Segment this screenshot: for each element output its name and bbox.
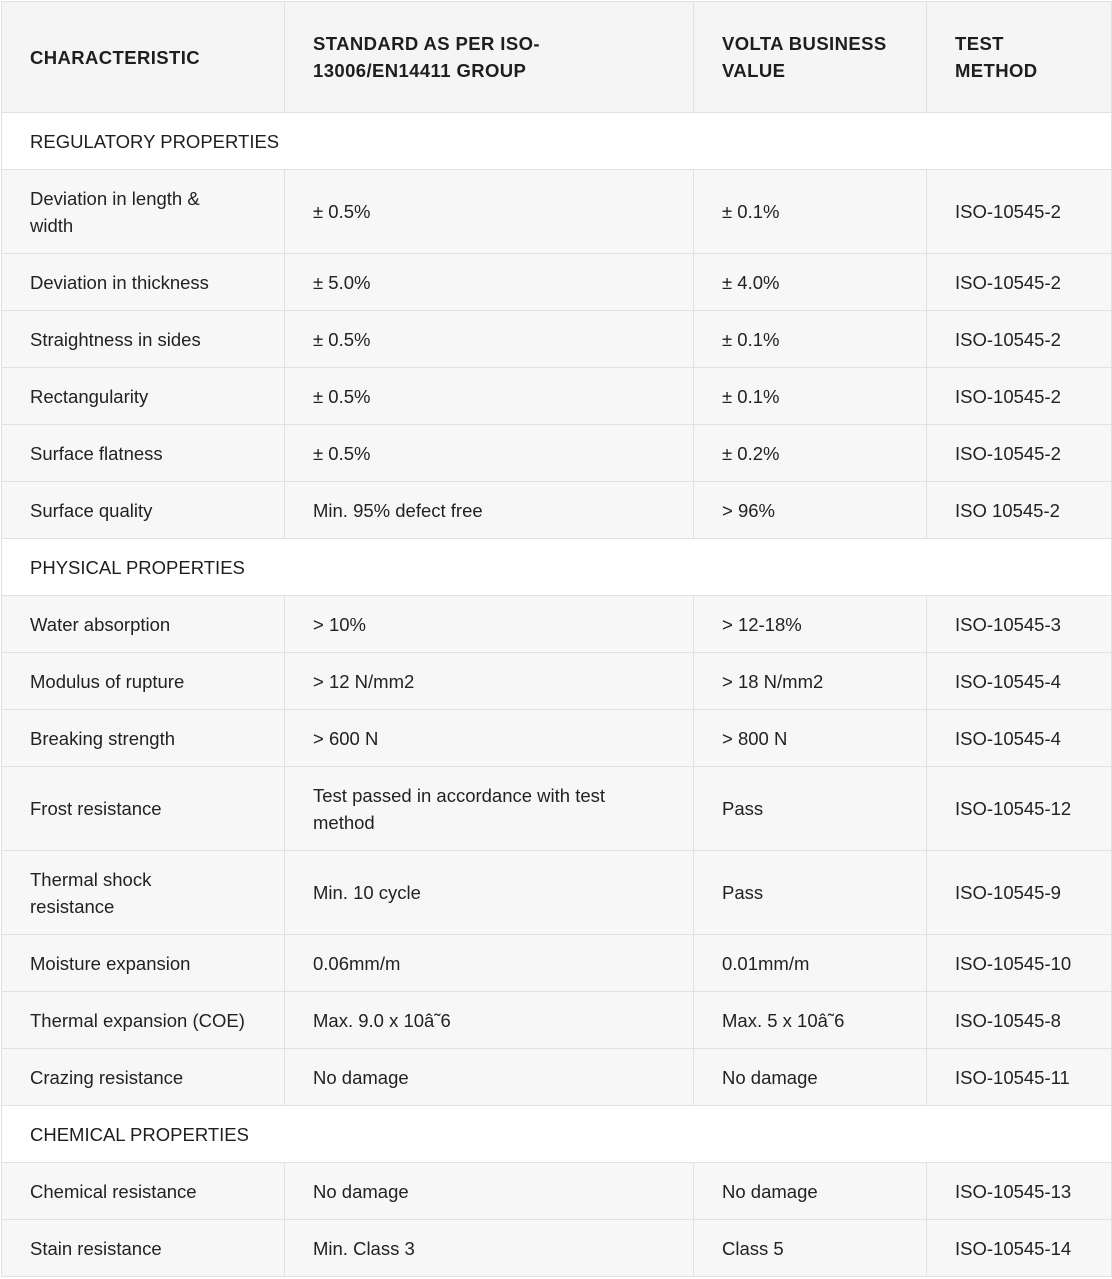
- table-row: [2, 311, 1112, 368]
- characteristic-cell: Thermal expansion (COE): [2, 992, 285, 1049]
- section-row: [2, 539, 1112, 596]
- table-row: [2, 482, 1112, 539]
- standard-cell: Min. 10 cycle: [285, 851, 694, 935]
- characteristic-cell: Straightness in sides: [2, 311, 285, 368]
- test-method-cell: ISO-10545-4: [927, 653, 1112, 710]
- volta-value-cell: > 96%: [694, 482, 927, 539]
- test-method-cell: ISO-10545-2: [927, 170, 1112, 254]
- volta-value-cell: 0.01mm/m: [694, 935, 927, 992]
- standard-cell: ± 0.5%: [285, 311, 694, 368]
- characteristic-cell: Stain resistance: [2, 1220, 285, 1277]
- test-method-cell: ISO-10545-2: [927, 425, 1112, 482]
- volta-value-cell: ± 0.1%: [694, 170, 927, 254]
- table-row: [2, 767, 1112, 851]
- test-method-cell: ISO-10545-2: [927, 311, 1112, 368]
- table-row: [2, 1163, 1112, 1220]
- standard-cell: ± 5.0%: [285, 254, 694, 311]
- table-row: [2, 851, 1112, 935]
- standard-cell: Max. 9.0 x 10â˜6: [285, 992, 694, 1049]
- standard-cell: ± 0.5%: [285, 368, 694, 425]
- table-row: [2, 653, 1112, 710]
- volta-value-cell: > 18 N/mm2: [694, 653, 927, 710]
- section-row: [2, 1106, 1112, 1163]
- standard-cell: Min. 95% defect free: [285, 482, 694, 539]
- table-row: [2, 1220, 1112, 1277]
- standard-cell: > 600 N: [285, 710, 694, 767]
- characteristic-cell: Modulus of rupture: [2, 653, 285, 710]
- characteristic-cell: Deviation in thickness: [2, 254, 285, 311]
- section-title: REGULATORY PROPERTIES: [2, 113, 1112, 170]
- test-method-cell: ISO-10545-4: [927, 710, 1112, 767]
- section-title: CHEMICAL PROPERTIES: [2, 1106, 1112, 1163]
- test-method-cell: ISO-10545-9: [927, 851, 1112, 935]
- standard-cell: ± 0.5%: [285, 170, 694, 254]
- characteristic-cell: Water absorption: [2, 596, 285, 653]
- test-method-cell: ISO-10545-2: [927, 254, 1112, 311]
- volta-value-cell: > 800 N: [694, 710, 927, 767]
- standard-cell: 0.06mm/m: [285, 935, 694, 992]
- table-row: [2, 596, 1112, 653]
- table-body: [2, 113, 1112, 1277]
- characteristic-cell: Surface flatness: [2, 425, 285, 482]
- volta-value-cell: Class 5: [694, 1220, 927, 1277]
- characteristic-cell: Frost resistance: [2, 767, 285, 851]
- characteristic-cell: Moisture expansion: [2, 935, 285, 992]
- test-method-cell: ISO-10545-3: [927, 596, 1112, 653]
- characteristic-cell: Chemical resistance: [2, 1163, 285, 1220]
- characteristic-cell: Breaking strength: [2, 710, 285, 767]
- volta-value-cell: ± 0.1%: [694, 368, 927, 425]
- header-test-method: TEST METHOD: [927, 2, 1112, 113]
- specification-table: [1, 1, 1112, 1277]
- header-characteristic: CHARACTERISTIC: [2, 2, 285, 113]
- table-row: [2, 368, 1112, 425]
- volta-value-cell: ± 0.2%: [694, 425, 927, 482]
- standard-cell: ± 0.5%: [285, 425, 694, 482]
- table-row: [2, 710, 1112, 767]
- volta-value-cell: ± 4.0%: [694, 254, 927, 311]
- standard-cell: Test passed in accordance with test method: [285, 767, 694, 851]
- volta-value-cell: > 12-18%: [694, 596, 927, 653]
- volta-value-cell: Max. 5 x 10â˜6: [694, 992, 927, 1049]
- characteristic-cell: Rectangularity: [2, 368, 285, 425]
- section-row: [2, 113, 1112, 170]
- characteristic-cell: Crazing resistance: [2, 1049, 285, 1106]
- test-method-cell: ISO-10545-13: [927, 1163, 1112, 1220]
- standard-cell: No damage: [285, 1049, 694, 1106]
- test-method-cell: ISO-10545-14: [927, 1220, 1112, 1277]
- volta-value-cell: Pass: [694, 851, 927, 935]
- standard-cell: Min. Class 3: [285, 1220, 694, 1277]
- table-row: [2, 425, 1112, 482]
- table-row: [2, 170, 1112, 254]
- section-title: PHYSICAL PROPERTIES: [2, 539, 1112, 596]
- standard-cell: > 10%: [285, 596, 694, 653]
- header-row: [2, 2, 1112, 113]
- test-method-cell: ISO-10545-12: [927, 767, 1112, 851]
- volta-value-cell: No damage: [694, 1163, 927, 1220]
- test-method-cell: ISO 10545-2: [927, 482, 1112, 539]
- standard-cell: No damage: [285, 1163, 694, 1220]
- table-row: [2, 1049, 1112, 1106]
- volta-value-cell: No damage: [694, 1049, 927, 1106]
- standard-cell: > 12 N/mm2: [285, 653, 694, 710]
- test-method-cell: ISO-10545-8: [927, 992, 1112, 1049]
- characteristic-cell: Deviation in length & width: [2, 170, 285, 254]
- table-header: [2, 2, 1112, 113]
- test-method-cell: ISO-10545-2: [927, 368, 1112, 425]
- header-volta-value: VOLTA BUSINESS VALUE: [694, 2, 927, 113]
- volta-value-cell: ± 0.1%: [694, 311, 927, 368]
- header-standard: STANDARD AS PER ISO-13006/EN14411 GROUP: [285, 2, 694, 113]
- table-row: [2, 935, 1112, 992]
- table-row: [2, 992, 1112, 1049]
- characteristic-cell: Thermal shock resistance: [2, 851, 285, 935]
- test-method-cell: ISO-10545-11: [927, 1049, 1112, 1106]
- volta-value-cell: Pass: [694, 767, 927, 851]
- characteristic-cell: Surface quality: [2, 482, 285, 539]
- table-row: [2, 254, 1112, 311]
- test-method-cell: ISO-10545-10: [927, 935, 1112, 992]
